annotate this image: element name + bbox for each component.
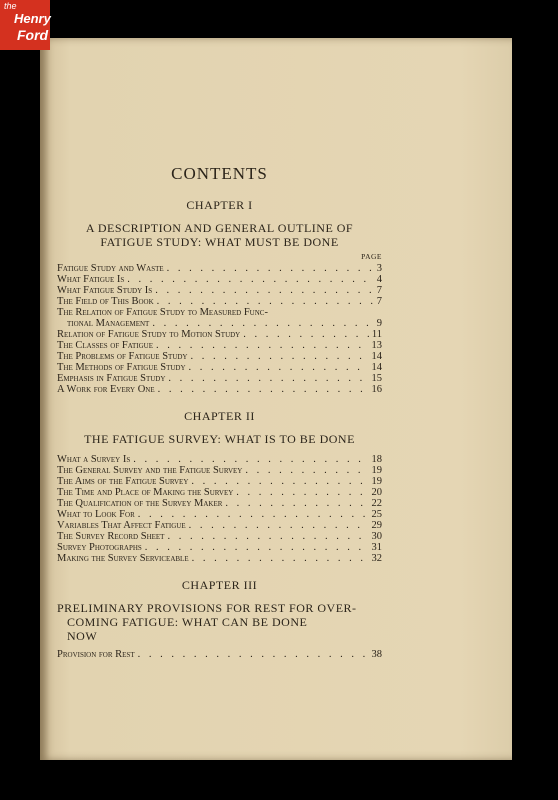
chapter-title-line: FATIGUE STUDY: WHAT MUST BE DONE [100, 235, 339, 249]
entry-page: 29 [371, 520, 382, 531]
entry-page: 14 [371, 362, 382, 373]
entry-page: 11 [371, 329, 382, 340]
chapter-heading: CHAPTER I [186, 198, 253, 212]
toc-entry [57, 307, 382, 318]
chapter-title-line: COMING FATIGUE: WHAT CAN BE DONE [67, 615, 308, 629]
toc-entry [57, 384, 382, 395]
entry-page: 31 [371, 542, 382, 553]
toc-entry [57, 520, 382, 531]
entry-title: Fatigue Study and Waste [57, 263, 164, 274]
toc-entry [57, 296, 382, 307]
entry-page: 20 [371, 487, 382, 498]
entry-title: What to Look For [57, 509, 135, 520]
entry-page: 7 [376, 296, 382, 307]
dot-leader [191, 351, 369, 362]
dot-leader [189, 362, 369, 373]
dot-leader [168, 373, 368, 384]
entry-page: 19 [371, 465, 382, 476]
dot-leader [245, 465, 368, 476]
entry-title: The Relation of Fatigue Study to Measured Func- [57, 307, 268, 318]
entry-page: 19 [371, 476, 382, 487]
chapter-entries [57, 263, 382, 395]
dot-leader [152, 318, 373, 329]
entry-page: 25 [371, 509, 382, 520]
dot-leader [145, 542, 369, 553]
contents-title: CONTENTS [171, 164, 268, 183]
entry-title: The Time and Place of Making the Survey [57, 487, 234, 498]
dot-leader [158, 384, 369, 395]
dot-leader [167, 531, 368, 542]
entry-page: 22 [371, 498, 382, 509]
entry-page: 16 [371, 384, 382, 395]
toc-entry [57, 553, 382, 564]
dot-leader [138, 649, 369, 660]
toc-entry [57, 476, 382, 487]
entry-title: Making the Survey Serviceable [57, 553, 189, 564]
page-column-label: PAGE [361, 252, 382, 261]
logo-text-ford: Ford [17, 27, 49, 43]
dot-leader [192, 553, 369, 564]
toc-entry [57, 509, 382, 520]
entry-page: 30 [371, 531, 382, 542]
dot-leader [157, 296, 374, 307]
dot-leader [236, 487, 368, 498]
entry-page: 14 [371, 351, 382, 362]
dot-leader [167, 263, 374, 274]
chapter-title-line: PRELIMINARY PROVISIONS FOR REST FOR OVER- [57, 601, 357, 615]
chapter-title [57, 221, 382, 249]
entry-page: 32 [371, 553, 382, 564]
entry-title: The Field of This Book [57, 296, 154, 307]
dot-leader [133, 454, 368, 465]
entry-title: The Aims of the Fatigue Survey [57, 476, 189, 487]
toc-entry [57, 454, 382, 465]
dot-leader [155, 285, 374, 296]
entry-title: Relation of Fatigue Study to Motion Study [57, 329, 241, 340]
toc-entry [57, 542, 382, 553]
entry-title: Provision for Rest [57, 649, 135, 660]
entry-title-continued: tional Management [67, 318, 150, 329]
toc-entry [57, 274, 382, 285]
toc-entry [57, 649, 382, 660]
toc-entry [57, 285, 382, 296]
entry-title: The Methods of Fatigue Study [57, 362, 186, 373]
toc-entry [57, 263, 382, 274]
dot-leader [189, 520, 369, 531]
toc-entry [57, 498, 382, 509]
chapter-entries [57, 649, 382, 660]
entry-title: A Work for Every One [57, 384, 155, 395]
dot-leader [156, 340, 369, 351]
chapter-entries [57, 454, 382, 564]
dot-leader [127, 274, 373, 285]
entry-title: What a Survey Is [57, 454, 131, 465]
toc-entry [57, 362, 382, 373]
entry-title: The Problems of Fatigue Study [57, 351, 188, 362]
chapter-title-line: NOW [67, 629, 98, 643]
entry-title: The Classes of Fatigue [57, 340, 153, 351]
entry-title: Survey Photographs [57, 542, 142, 553]
henry-ford-logo [0, 0, 50, 50]
toc-entry [57, 351, 382, 362]
entry-page: 3 [376, 263, 382, 274]
entry-page: 18 [371, 454, 382, 465]
chapter-heading: CHAPTER III [181, 578, 258, 592]
entry-page: 38 [371, 649, 382, 660]
entry-title: Emphasis in Fatigue Study [57, 373, 166, 384]
entry-title: The General Survey and the Fatigue Survey [57, 465, 243, 476]
toc-entry [57, 531, 382, 542]
entry-page: 9 [376, 318, 382, 329]
logo-text-the: the [4, 1, 17, 11]
dot-leader [191, 476, 368, 487]
entry-title: The Qualification of the Survey Maker [57, 498, 223, 509]
entry-page: 15 [371, 373, 382, 384]
chapter-heading: CHAPTER II [184, 409, 255, 423]
entry-page: 13 [371, 340, 382, 351]
entry-page: 7 [376, 285, 382, 296]
table-of-contents [57, 126, 382, 660]
entry-title: Variables That Affect Fatigue [57, 520, 186, 531]
dot-leader [225, 498, 368, 509]
toc-entry [57, 487, 382, 498]
chapter-title-line: THE FATIGUE SURVEY: WHAT IS TO BE DONE [84, 432, 355, 446]
toc-entry [57, 465, 382, 476]
entry-page: 4 [376, 274, 382, 285]
dot-leader [138, 509, 369, 520]
toc-entry [57, 329, 382, 340]
entry-title: The Survey Record Sheet [57, 531, 165, 542]
toc-entry-continued [57, 318, 382, 329]
dot-leader [243, 329, 369, 340]
chapter-title [57, 601, 382, 643]
logo-text-henry: Henry [14, 11, 51, 26]
entry-title: What Fatigue Is [57, 274, 125, 285]
chapter-title [57, 432, 382, 446]
chapter-title-line: A DESCRIPTION AND GENERAL OUTLINE OF [85, 221, 354, 235]
toc-entry [57, 373, 382, 384]
toc-entry [57, 340, 382, 351]
entry-title: What Fatigue Study Is [57, 285, 153, 296]
